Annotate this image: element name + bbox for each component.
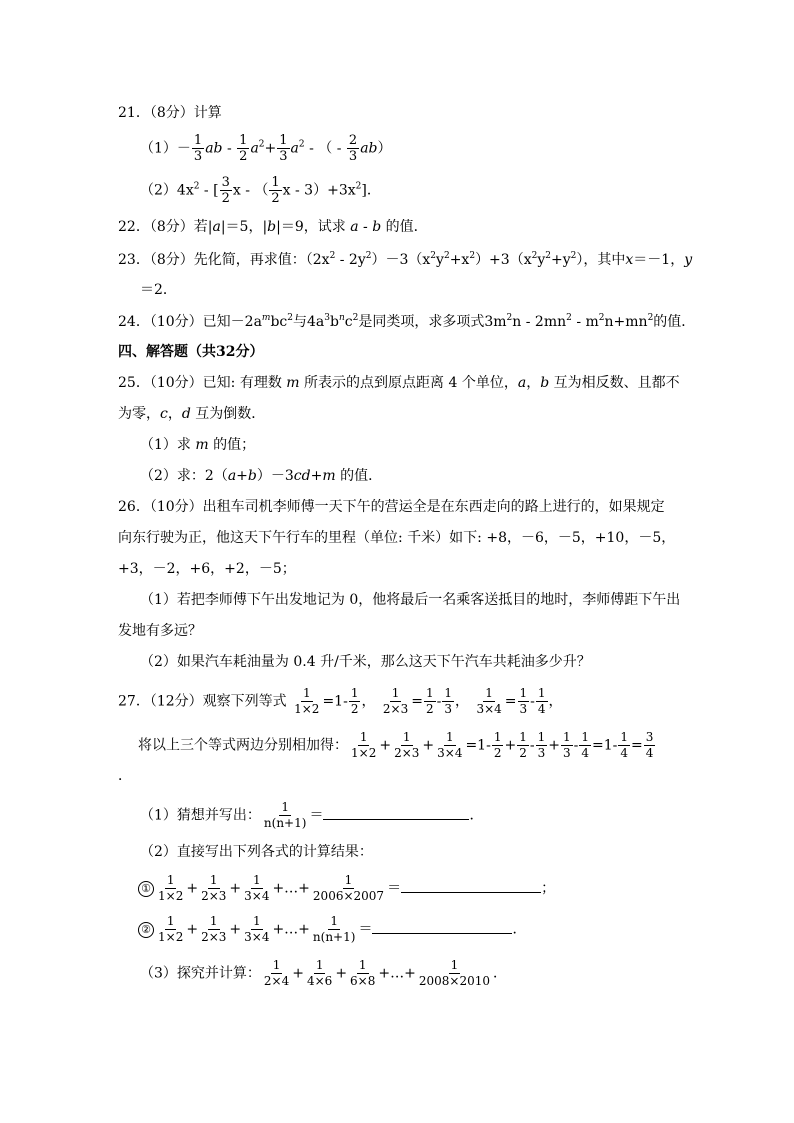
math-text: ab — [205, 140, 223, 157]
var: b — [267, 219, 277, 235]
fraction — [192, 133, 204, 164]
text: ； — [541, 880, 556, 897]
numerator: 1 — [209, 914, 218, 928]
text: ， — [548, 693, 563, 710]
numerator: 1 — [281, 800, 289, 814]
fraction — [269, 175, 281, 206]
numerator: 1 — [537, 686, 546, 700]
var: b — [540, 375, 550, 391]
numerator: 1 — [239, 133, 248, 148]
denominator: n(n+1) — [263, 816, 307, 830]
exponent: 2 — [365, 251, 372, 261]
var: c — [160, 406, 168, 422]
question-points: （8分） — [149, 252, 194, 268]
text: 为零， — [118, 406, 160, 422]
q25-part1 — [140, 435, 255, 455]
denominator: 3 — [519, 702, 528, 716]
text: 已知: 有理数 — [202, 375, 287, 391]
question-points: （12分） — [149, 693, 203, 710]
math-text: x - 3）+3x — [282, 182, 356, 199]
text: 的值． — [653, 314, 696, 330]
math-text: - — [222, 140, 237, 157]
q25-line1 — [118, 373, 680, 393]
exponent: 2 — [355, 181, 362, 192]
fraction — [277, 133, 289, 164]
text: ＝ — [358, 921, 373, 938]
denominator: 3×4 — [476, 702, 502, 716]
exponent: 3 — [324, 313, 331, 323]
math-text: ]． — [361, 182, 381, 199]
q27-part1 — [140, 800, 483, 831]
exponent: 2 — [430, 251, 437, 261]
fraction — [536, 730, 548, 761]
text: = — [630, 737, 643, 754]
text: 将以上三个等式两边分别相加得： — [138, 737, 348, 754]
var: a — [517, 375, 527, 391]
exponent: m — [261, 313, 271, 323]
denominator: 2×4 — [263, 974, 290, 988]
text: - m — [571, 314, 599, 330]
q21-header — [118, 103, 222, 123]
text: + — [229, 921, 242, 938]
q25-line2 — [118, 404, 265, 424]
text: ＝2． — [140, 282, 177, 298]
q22 — [118, 217, 428, 237]
numerator: 1 — [271, 175, 280, 190]
q23-line1 — [118, 250, 692, 270]
question-points: （10分） — [149, 314, 203, 330]
text: ． — [492, 965, 507, 982]
denominator: 3×4 — [437, 746, 463, 760]
exponent: 2 — [598, 313, 605, 323]
question-number: 27． — [118, 693, 150, 710]
exponent: 2 — [329, 251, 336, 261]
fraction — [347, 133, 359, 164]
text: + — [504, 737, 517, 754]
text: |＝5，| — [220, 219, 268, 235]
denominator: 2 — [350, 702, 359, 716]
exponent: 2 — [287, 313, 294, 323]
denominator: 4 — [645, 746, 654, 760]
var: a+b — [227, 468, 257, 484]
part-label: （1） — [140, 140, 177, 157]
fraction — [305, 958, 334, 989]
exponent: 2 — [570, 251, 577, 261]
question-number: 25． — [118, 375, 150, 391]
text: 先化简，再求值：（2x — [193, 252, 330, 268]
denominator: 2×3 — [394, 746, 420, 760]
numerator: 3 — [645, 730, 654, 744]
expr: a - b — [350, 219, 382, 235]
text: |＝9，试求 — [276, 219, 351, 235]
denominator: 1×2 — [158, 889, 184, 903]
text: - — [530, 693, 535, 710]
denominator: 6×8 — [350, 974, 376, 988]
numerator: 1 — [252, 914, 261, 928]
fraction — [242, 914, 271, 945]
var: y — [684, 252, 693, 268]
text: 出租车司机李师傅一天下午的营运全是在东西走向的路上进行的，如果规定 — [202, 499, 665, 515]
numerator: 1 — [272, 958, 281, 972]
fraction — [311, 914, 358, 945]
q27-sum-line — [138, 730, 656, 761]
question-title: 计算 — [193, 105, 222, 121]
circled-number-2: ② — [138, 922, 154, 938]
numerator: 1 — [166, 914, 175, 928]
q27-part3 — [140, 958, 507, 989]
text: + — [422, 737, 435, 754]
text: bc — [270, 314, 288, 330]
numerator: 1 — [445, 730, 454, 744]
math-text: - （ - — [304, 140, 346, 157]
denominator: 3 — [348, 149, 358, 164]
denominator: 2 — [239, 149, 248, 164]
denominator: 3×4 — [244, 889, 270, 903]
math-text: a — [250, 140, 259, 157]
q24 — [118, 312, 695, 332]
numerator: 1 — [359, 730, 368, 744]
var: cd — [293, 468, 311, 484]
text: 已知－2a — [202, 314, 262, 330]
text: 与4a — [293, 314, 325, 330]
exponent: 2 — [566, 313, 572, 323]
var: a — [212, 219, 221, 235]
q21-part2 — [140, 175, 381, 206]
fraction — [381, 686, 410, 717]
text: = — [504, 693, 517, 710]
text: 观察下列等式 — [202, 693, 287, 710]
fraction — [237, 133, 249, 164]
fraction — [536, 686, 548, 717]
q27-part2-item2 — [138, 914, 526, 945]
fraction — [220, 175, 232, 206]
text: + — [186, 880, 199, 897]
fraction — [442, 686, 454, 717]
text: （3）探究并计算： — [140, 965, 261, 982]
numerator: 1 — [209, 873, 218, 887]
exponent: 2 — [193, 181, 200, 192]
fraction — [349, 686, 361, 717]
text: + — [292, 965, 304, 982]
q26-part1b: 发地有多远？ — [118, 623, 202, 639]
denominator: 2 — [221, 191, 230, 206]
question-number: 26． — [118, 499, 150, 515]
text: ），其中 — [576, 252, 626, 268]
denominator: 1×2 — [158, 930, 184, 944]
text: n - 2mn — [512, 314, 567, 330]
exponent: 2 — [258, 139, 265, 150]
fraction — [517, 730, 529, 761]
part-label: （2） — [140, 182, 177, 199]
numerator: 1 — [519, 686, 528, 700]
denominator: 4 — [581, 746, 589, 760]
fraction — [561, 730, 573, 761]
numerator: 1 — [620, 730, 628, 744]
fraction — [474, 686, 503, 717]
numerator: 1 — [425, 686, 434, 700]
math-text: 4x — [176, 182, 194, 199]
denominator: n(n+1) — [312, 930, 356, 944]
math-text: － — [176, 140, 191, 157]
numerator: 1 — [444, 686, 452, 700]
denominator: 3 — [444, 702, 452, 716]
text: ． — [512, 921, 527, 938]
fraction — [349, 730, 378, 761]
numerator: 1 — [485, 686, 493, 700]
exponent: 2 — [298, 139, 305, 150]
exponent: 2 — [545, 251, 551, 261]
question-number: 23． — [118, 252, 150, 268]
circled-number-1: ① — [138, 881, 154, 897]
text: y — [436, 252, 444, 268]
text: =1- — [322, 693, 348, 710]
text: 的值． — [381, 219, 428, 235]
text: ， — [526, 375, 541, 391]
math-text: a — [290, 140, 299, 157]
text: + — [310, 468, 323, 484]
exponent: 2 — [647, 313, 654, 323]
text: = — [411, 693, 423, 710]
fraction — [262, 800, 309, 831]
numerator: 1 — [537, 730, 546, 744]
denominator: 4×6 — [306, 974, 333, 988]
var: d — [181, 406, 191, 422]
text: ）－3（x — [371, 252, 431, 268]
numerator: 1 — [252, 873, 261, 887]
text: y — [537, 252, 546, 268]
numerator: 1 — [193, 133, 203, 148]
q26-line1 — [118, 497, 665, 517]
fraction — [156, 914, 185, 945]
text: （1）求 — [140, 437, 196, 453]
answer-blank[interactable] — [323, 818, 469, 820]
text: - — [529, 737, 535, 754]
text: - — [573, 737, 579, 754]
text: + — [379, 737, 392, 754]
question-number: 22． — [118, 219, 150, 235]
text: c — [344, 314, 353, 330]
math-text: ab — [360, 140, 378, 157]
text: - — [436, 693, 442, 710]
denominator: 3×4 — [244, 930, 270, 944]
question-points: （10分） — [149, 499, 203, 515]
fraction — [242, 873, 271, 904]
text: n+mn — [604, 314, 648, 330]
fraction — [518, 686, 530, 717]
text: ． — [469, 807, 484, 824]
q27-dot: ． — [118, 768, 132, 784]
question-points: （10分） — [149, 375, 203, 391]
text: + — [229, 880, 242, 897]
denominator: 2 — [271, 191, 280, 206]
denominator: 3 — [193, 149, 203, 164]
text: + — [186, 921, 199, 938]
fraction — [199, 873, 228, 904]
text: ）－3 — [256, 468, 294, 484]
numerator: 2 — [348, 133, 358, 148]
text: b — [330, 314, 339, 330]
denominator: 2008×2010 — [418, 974, 490, 988]
numerator: 1 — [350, 686, 359, 700]
text: ， — [167, 406, 182, 422]
numerator: 1 — [493, 730, 502, 744]
numerator: 1 — [562, 730, 571, 744]
question-number: 21． — [118, 105, 150, 121]
denominator: 2×3 — [382, 702, 409, 716]
denominator: 2×3 — [201, 889, 227, 903]
question-number: 24． — [118, 314, 150, 330]
text: 互为倒数． — [190, 406, 266, 422]
numerator: 1 — [519, 730, 527, 744]
denominator: 2×3 — [201, 930, 227, 944]
fraction — [392, 730, 421, 761]
text: 所表示的点到原点距离 4 个单位， — [299, 375, 518, 391]
exponent: 2 — [352, 313, 359, 323]
text: 的值． — [335, 468, 383, 484]
text: 若| — [193, 219, 213, 235]
q25-part2 — [140, 466, 382, 486]
text: =1- — [591, 737, 618, 754]
text: +y — [551, 252, 571, 268]
numerator: 1 — [391, 686, 400, 700]
exponent: n — [338, 313, 345, 323]
q26-line2: 向东行驶为正，他这天下午行车的里程（单位: 千米）如下: +8，－6，－5，+10，－5， — [118, 530, 676, 546]
var: m — [322, 468, 336, 484]
fraction — [311, 873, 386, 904]
denominator: 3 — [279, 149, 288, 164]
q27-part2-item1 — [138, 873, 555, 904]
exponent: 2 — [443, 251, 450, 261]
fraction — [579, 730, 591, 761]
text: 是同类项，求多项式3m — [358, 314, 507, 330]
denominator: 3 — [537, 746, 546, 760]
numerator: 1 — [581, 730, 589, 744]
answer-blank[interactable] — [372, 932, 512, 934]
math-text: ） — [377, 140, 392, 157]
question-points: （8分） — [149, 105, 194, 121]
numerator: 3 — [221, 175, 230, 190]
fraction — [348, 958, 377, 989]
denominator: 2 — [519, 746, 527, 760]
question-points: （8分） — [149, 219, 194, 235]
denominator: 4 — [620, 746, 628, 760]
exponent: 2 — [469, 251, 476, 261]
text: ＝－1， — [633, 252, 685, 268]
text: +…+ — [378, 965, 416, 982]
text: + — [335, 965, 348, 982]
math-text: x - （ — [232, 182, 269, 199]
q27-part2: （2）直接写出下列各式的计算结果： — [140, 844, 373, 860]
q23-line2 — [140, 280, 177, 300]
text: ＝ — [387, 880, 402, 897]
fraction — [435, 730, 464, 761]
numerator: 1 — [330, 914, 338, 928]
q27-line1 — [118, 686, 563, 717]
text: （1）猜想并写出： — [140, 807, 261, 824]
numerator: 1 — [315, 958, 324, 972]
numerator: 1 — [344, 873, 353, 887]
numerator: 1 — [450, 958, 459, 972]
numerator: 1 — [402, 730, 411, 744]
denominator: 2 — [425, 702, 434, 716]
text: +…+ — [272, 880, 310, 897]
var: x — [625, 252, 634, 268]
exponent: 2 — [531, 251, 538, 261]
text: ＝ — [309, 807, 324, 824]
text: 的值； — [208, 437, 256, 453]
text: 互为相反数、且都不 — [549, 375, 680, 391]
fraction — [618, 730, 630, 761]
text: ， — [454, 693, 469, 710]
numerator: 1 — [166, 873, 175, 887]
text: - 2y — [335, 252, 366, 268]
q26-part2: （2）如果汽车耗油量为 0.4 升/千米，那么这天下午汽车共耗油多少升？ — [140, 654, 591, 670]
q26-part1a: （1）若把李师傅下午出发地记为 0，他将最后一名乘客送抵目的地时，李师傅距下午出 — [140, 592, 681, 608]
denominator: 1×2 — [294, 702, 320, 716]
math-text: - [ — [199, 182, 219, 199]
denominator: 2 — [493, 746, 502, 760]
text: ， — [361, 693, 376, 710]
fraction — [492, 730, 504, 761]
answer-blank[interactable] — [401, 891, 541, 893]
fraction — [644, 730, 656, 761]
fraction — [156, 873, 185, 904]
var: m — [195, 437, 209, 453]
denominator: 4 — [537, 702, 546, 716]
fraction — [424, 686, 436, 717]
fraction — [292, 686, 321, 717]
numerator: 1 — [358, 958, 367, 972]
q26-line3: +3，－2，+6，+2，－5； — [118, 561, 296, 577]
numerator: 1 — [279, 133, 288, 148]
text: （2）求：2（ — [140, 468, 228, 484]
denominator: 3 — [562, 746, 571, 760]
section-title: 四、解答题（共32分） — [118, 344, 264, 360]
q21-part1 — [140, 133, 392, 164]
fraction — [262, 958, 291, 989]
numerator: 1 — [302, 686, 311, 700]
text: + — [548, 737, 560, 754]
text: =1- — [465, 737, 491, 754]
text: +x — [449, 252, 470, 268]
denominator: 1×2 — [351, 746, 377, 760]
var: m — [286, 375, 300, 391]
math-text: + — [264, 140, 277, 157]
text: ）+3（x — [475, 252, 532, 268]
fraction — [199, 914, 228, 945]
text: +…+ — [272, 921, 310, 938]
fraction — [417, 958, 492, 989]
exponent: 2 — [506, 313, 513, 323]
denominator: 2006×2007 — [312, 889, 385, 903]
